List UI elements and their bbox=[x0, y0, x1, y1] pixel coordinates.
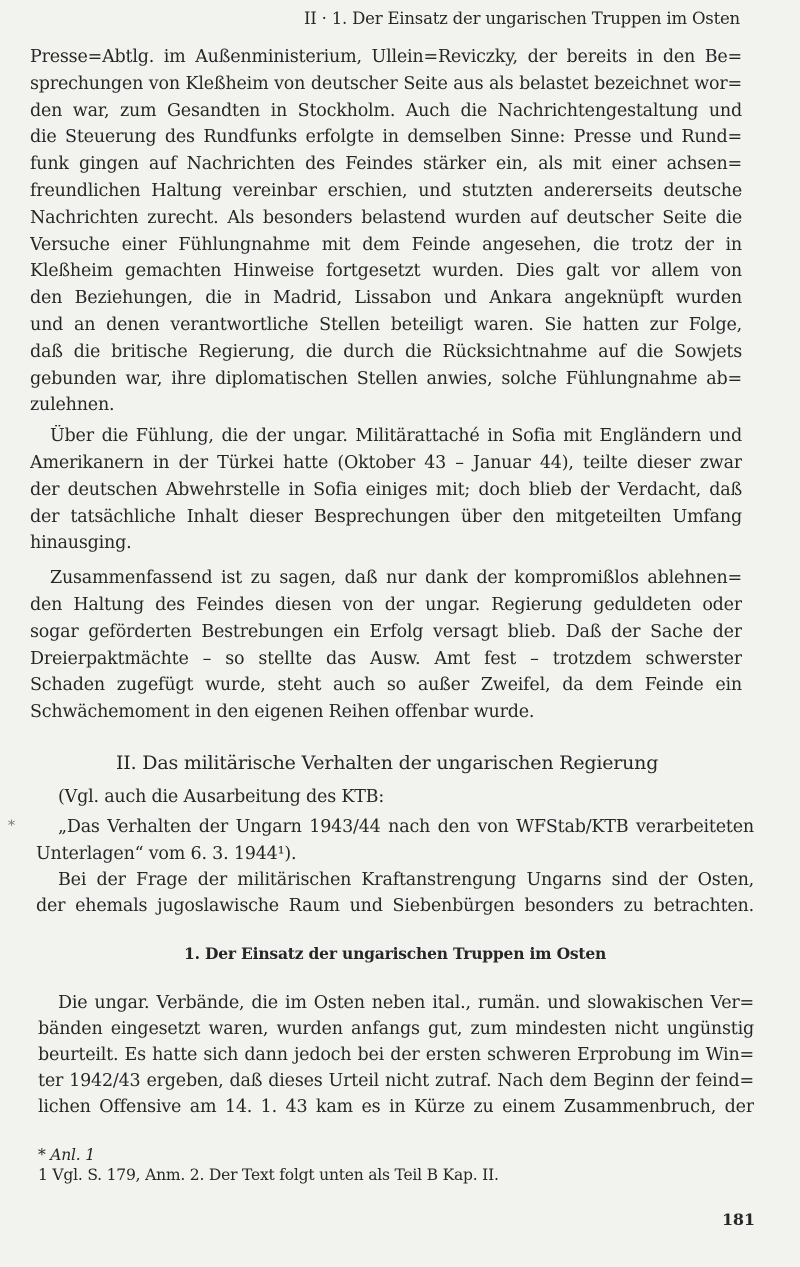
body-line: Versuche einer Fühlungnahme mit dem Feinde angesehen, die trotz der in bbox=[30, 235, 742, 255]
body-line: (Vgl. auch die Ausarbeitung des KTB: bbox=[58, 787, 385, 807]
body-line: sogar geförderten Bestrebungen ein Erfolg versagt blieb. Daß der Sache der bbox=[30, 622, 742, 642]
body-line: ter 1942/43 ergeben, daß dieses Urteil nicht zutraf. Nach dem Beginn der feind= bbox=[38, 1071, 754, 1091]
body-line: Amerikanern in der Türkei hatte (Oktober 43 – Januar 44), teilte dieser zwar bbox=[30, 453, 742, 473]
body-line: den Haltung des Feindes diesen von der ungar. Regierung geduldeten oder bbox=[30, 595, 742, 615]
body-line: der deutschen Abwehrstelle in Sofia einiges mit; doch blieb der Verdacht, daß bbox=[30, 480, 742, 500]
body-line: beurteilt. Es hatte sich dann jedoch bei der ersten schweren Erprobung im Win= bbox=[38, 1045, 754, 1065]
body-line: Schwächemoment in den eigenen Reihen offenbar wurde. bbox=[30, 702, 535, 722]
body-line: hinausging. bbox=[30, 533, 132, 553]
body-line: bänden eingesetzt waren, wurden anfangs gut, zum mindesten nicht ungünstig bbox=[38, 1019, 754, 1039]
body-line: Unterlagen“ vom 6. 3. 1944¹). bbox=[36, 844, 297, 864]
body-line: Über die Fühlung, die der ungar. Militärattaché in Sofia mit Engländern und bbox=[50, 426, 742, 446]
page-number: 181 bbox=[722, 1210, 755, 1229]
body-line: der tatsächliche Inhalt dieser Besprechungen über den mitgeteilten Umfang bbox=[30, 507, 742, 527]
body-line: sprechungen von Kleßheim von deutscher Seite aus als belastet bezeichnet wor= bbox=[30, 74, 742, 94]
body-line: Die ungar. Verbände, die im Osten neben ital., rumän. und slowakischen Ver= bbox=[58, 993, 754, 1013]
body-line: daß die britische Regierung, die durch die Rücksichtnahme auf die Sowjets bbox=[30, 342, 742, 362]
section-heading: II. Das militärische Verhalten der ungarischen Regierung bbox=[116, 752, 659, 774]
footnote-marker: * Anl. 1 bbox=[38, 1146, 95, 1164]
running-header: II · 1. Der Einsatz der ungarischen Truppen im Osten bbox=[303, 9, 740, 28]
body-line: den war, zum Gesandten in Stockholm. Auch die Nachrichtengestaltung und bbox=[30, 101, 742, 121]
body-line: „Das Verhalten der Ungarn 1943/44 nach den von WFStab/KTB verarbeiteten bbox=[58, 817, 754, 837]
body-line: der ehemals jugoslawische Raum und Siebenbürgen besonders zu betrachten. bbox=[36, 896, 754, 916]
body-line: Schaden zugefügt wurde, steht auch so außer Zweifel, da dem Feinde ein bbox=[30, 675, 742, 695]
body-line: Presse=Abtlg. im Außenministerium, Ullein=Reviczky, der bereits in den Be= bbox=[30, 47, 742, 67]
body-line: Dreierpaktmächte – so stellte das Ausw. Amt fest – trotzdem schwerster bbox=[30, 649, 742, 669]
margin-mark: * bbox=[8, 818, 15, 834]
body-line: gebunden war, ihre diplomatischen Stellen anwies, solche Fühlungnahme ab= bbox=[30, 369, 742, 389]
body-line: Bei der Frage der militärischen Kraftanstrengung Ungarns sind der Osten, bbox=[58, 870, 754, 890]
body-line: zulehnen. bbox=[30, 395, 115, 415]
body-line: die Steuerung des Rundfunks erfolgte in demselben Sinne: Presse und Rund= bbox=[30, 127, 742, 147]
body-line: Nachrichten zurecht. Als besonders belastend wurden auf deutscher Seite die bbox=[30, 208, 742, 228]
body-line: den Beziehungen, die in Madrid, Lissabon und Ankara angeknüpft wurden bbox=[30, 288, 742, 308]
footnote: 1 Vgl. S. 179, Anm. 2. Der Text folgt unten als Teil B Kap. II. bbox=[38, 1166, 499, 1184]
subsection-heading: 1. Der Einsatz der ungarischen Truppen im Osten bbox=[184, 944, 607, 963]
body-line: und an denen verantwortliche Stellen beteiligt waren. Sie hatten zur Folge, bbox=[30, 315, 742, 335]
body-line: Kleßheim gemachten Hinweise fortgesetzt wurden. Dies galt vor allem von bbox=[30, 261, 742, 281]
body-line: freundlichen Haltung vereinbar erschien, und stutzten andererseits deutsche bbox=[30, 181, 742, 201]
body-line: funk gingen auf Nachrichten des Feindes stärker ein, als mit einer achsen= bbox=[30, 154, 742, 174]
body-line: lichen Offensive am 14. 1. 43 kam es in Kürze zu einem Zusammenbruch, der bbox=[38, 1097, 754, 1117]
body-line: Zusammenfassend ist zu sagen, daß nur dank der kompromißlos ablehnen= bbox=[50, 568, 742, 588]
